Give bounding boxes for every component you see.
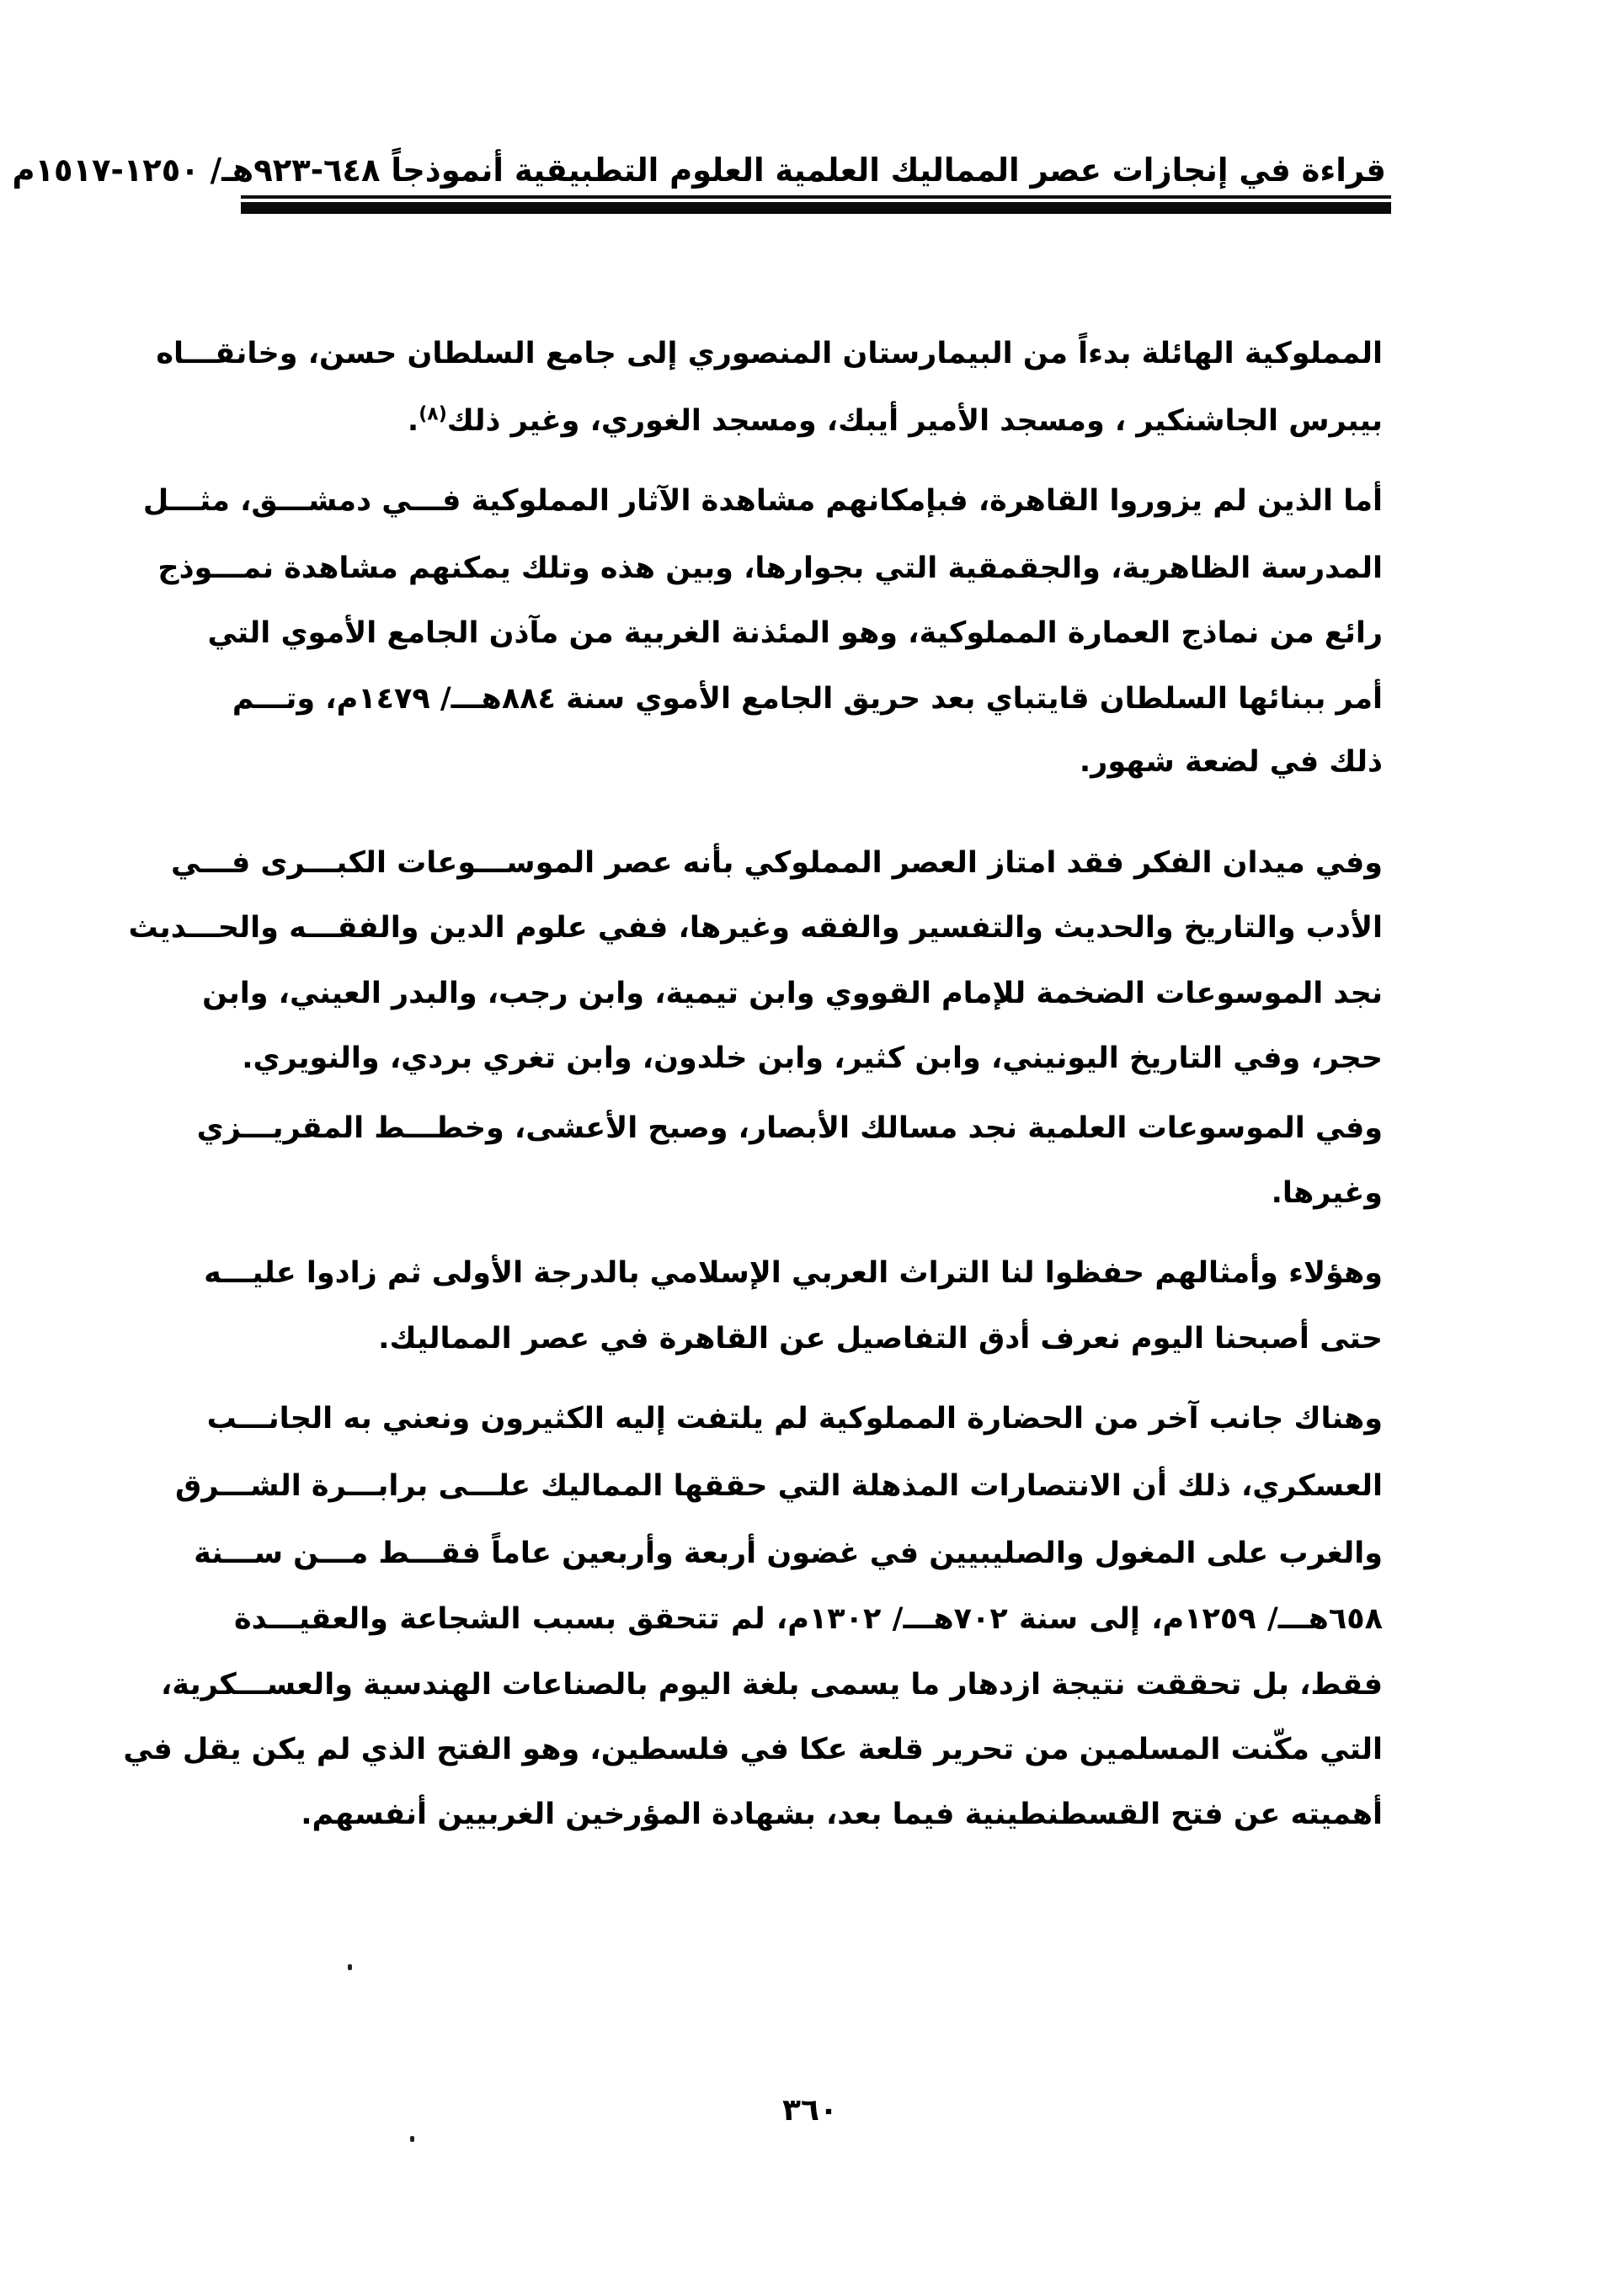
paragraph-6-line-6: التي مكّنت المسلمين من تحرير قلعة عكا في فلسطين، وهو الفتح الذي لم يكن يقل في	[123, 1733, 1383, 1766]
paragraph-1-line-2-text: بيبرس الجاشنكير ، ومسجد الأمير أيبك، ومسجد الغوري، وغير ذلك	[446, 404, 1383, 438]
paragraph-3-line-2: الأدب والتاريخ والحديث والتفسير والفقه وغيرها، ففي علوم الدين والفقـــه والحـــديث	[128, 911, 1383, 945]
paragraph-1-line-2	[234, 400, 1383, 442]
paragraph-2-line-5: ذلك في لضعة شهور.	[1079, 745, 1383, 779]
paragraph-6-line-2: العسكري، ذلك أن الانتصارات المذهلة التي حققها المماليك علـــى برابـــرة الشـــرق	[175, 1469, 1383, 1503]
paragraph-3-line-4: حجر، وفي التاريخ اليونيني، وابن كثير، وابن خلدون، وابن تغري بردي، والنويري.	[242, 1041, 1383, 1075]
paragraph-2-line-3: رائع من نماذج العمارة المملوكية، وهو المئذنة الغربية من مآذن الجامع الأموي التي	[207, 616, 1383, 650]
paragraph-6-line-3: والغرب على المغول والصليبيين في غضون أربعة وأربعين عاماً فقـــط مـــن ســـنة	[194, 1537, 1383, 1570]
paragraph-2-line-2: المدرسة الظاهرية، والجقمقية التي بجوارها، وبين هذه وتلك يمكنهم مشاهدة نمـــوذج	[157, 551, 1383, 585]
paragraph-4-line-1: وفي الموسوعات العلمية نجد مسالك الأبصار، وصبح الأعشى، وخطـــط المقريـــزي	[196, 1111, 1383, 1145]
running-header-title: قراءة في إنجازات عصر المماليك العلمية العلوم التطبيقية أنموذجاً ٦٤٨-٩٢٣هـ/ ١٢٥٠-١٥١٧م	[12, 152, 1386, 189]
paragraph-2-line-4: أمر ببنائها السلطان قايتباي بعد حريق الجامع الأموي سنة ٨٨٤هـــ/ ١٤٧٩م، وتـــم	[232, 682, 1383, 716]
paragraph-5-line-2: حتى أصبحنا اليوم نعرف أدق التفاصيل عن القاهرة في عصر المماليك.	[378, 1322, 1383, 1356]
footnote-reference[interactable]: (٨)	[419, 403, 447, 425]
paragraph-6-line-5: فقط، بل تحققت نتيجة ازدهار ما يسمى بلغة اليوم بالصناعات الهندسية والعســـكرية،	[161, 1668, 1383, 1702]
paragraph-3-line-1: وفي ميدان الفكر فقد امتاز العصر المملوكي بأنه عصر الموســـوعات الكبـــرى فـــي	[171, 846, 1383, 880]
paragraph-6-line-4: ٦٥٨هـــ/ ١٢٥٩م، إلى سنة ٧٠٢هـــ/ ١٣٠٢م، لم تتحقق بسبب الشجاعة والعقيـــدة	[234, 1602, 1383, 1636]
header-rule-thin	[241, 195, 1391, 199]
running-header	[12, 145, 1391, 221]
paragraph-2-line-1: أما الذين لم يزوروا القاهرة، فبإمكانهم مشاهدة الآثار المملوكية فـــي دمشـــق، مثـــل	[142, 484, 1383, 518]
scan-speck	[410, 2136, 414, 2142]
paragraph-5-line-1: وهؤلاء وأمثالهم حفظوا لنا التراث العربي الإسلامي بالدرجة الأولى ثم زادوا عليـــه	[204, 1256, 1383, 1290]
paragraph-6-line-1: وهناك جانب آخر من الحضارة المملوكية لم يلتفت إليه الكثيرون ونعني به الجانـــب	[206, 1402, 1383, 1436]
paragraph-4-line-2: وغيرها.	[1271, 1176, 1383, 1210]
paragraph-1-line-1: المملوكية الهائلة بدءاً من البيمارستان المنصوري إلى جامع السلطان حسن، وخانقـــاه	[156, 337, 1383, 370]
paragraph-6-line-7: أهميته عن فتح القسطنطينية فيما بعد، بشهادة المؤرخين الغربيين أنفسهم.	[301, 1798, 1383, 1831]
page-number: ٣٦٠	[782, 2093, 838, 2128]
footnote-period: .	[407, 404, 419, 438]
header-rule-thick	[241, 202, 1391, 214]
paragraph-3-line-3: نجد الموسوعات الضخمة للإمام القووي وابن تيمية، وابن رجب، والبدر العيني، وابن	[202, 977, 1383, 1010]
scan-speck	[348, 1964, 352, 1970]
